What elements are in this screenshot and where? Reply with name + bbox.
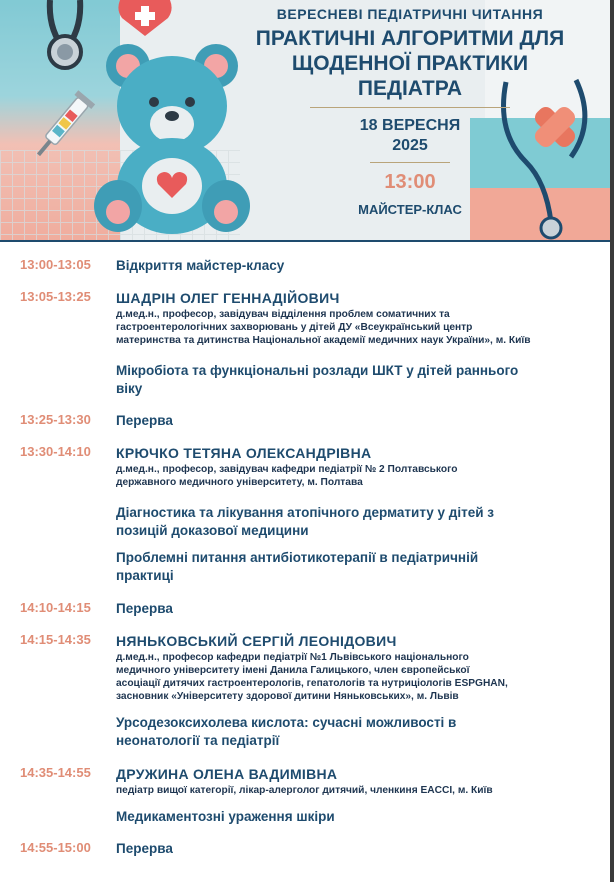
agenda-time: 14:10-14:15: [20, 600, 91, 615]
event-date: [220, 116, 600, 156]
stethoscope-icon: [30, 0, 100, 80]
event-date-day: 18 ВЕРЕСНЯ: [359, 117, 461, 134]
talk-topic: [116, 362, 598, 398]
affiliation-line: д.мед.н., професор кафедри педіатрії №1 Львівського національного: [116, 652, 469, 663]
talk-topic: [116, 504, 598, 540]
speaker-affiliation: [116, 308, 598, 347]
main-title: [220, 26, 600, 101]
topic-line: Медикаментозні ураження шкіри: [116, 809, 335, 824]
agenda-label: Відкриття майстер-класу: [116, 258, 285, 273]
agenda-label: Перерва: [116, 601, 173, 616]
speaker-affiliation: [116, 463, 598, 489]
topic-line: Проблемні питання антибіотикотерапії в педіатричній: [116, 550, 479, 565]
affiliation-line: асоціації дитячих гастроентерологів, гепатологів та нутриціологів ESPGHAN,: [116, 678, 508, 689]
speaker-name: ДРУЖИНА ОЛЕНА ВАДИМІВНА: [116, 766, 338, 782]
speaker-name: НЯНЬКОВСЬКИЙ СЕРГІЙ ЛЕОНІДОВИЧ: [116, 633, 397, 649]
main-title-line: ПРАКТИЧНІ АЛГОРИТМИ ДЛЯ: [255, 27, 565, 50]
affiliation-line: засновник «Університету здорової дитини Няньковських», м. Львів: [116, 691, 459, 702]
agenda-time: 14:55-15:00: [20, 840, 91, 855]
affiliation-line: педіатр вищої категорії, лікар-алерголог дитячий, членкиня EACCI, м. Київ: [116, 785, 493, 796]
header-banner: [0, 0, 612, 240]
header-title-block: [220, 6, 600, 217]
agenda-time: 13:00-13:05: [20, 257, 91, 272]
banner-divider: [0, 240, 612, 242]
agenda-time: 13:05-13:25: [20, 289, 91, 304]
topic-line: Діагностика та лікування атопічного дерматиту у дітей з: [116, 505, 494, 520]
speaker-affiliation: [116, 784, 598, 797]
speaker-name: ШАДРІН ОЛЕГ ГЕННАДІЙОВИЧ: [116, 290, 340, 306]
topic-line: Урсодезоксихолева кислота: сучасні можливості в: [116, 715, 457, 730]
event-time: 13:00: [384, 171, 436, 193]
talk-topic: [116, 714, 598, 750]
page-edge: [610, 0, 614, 882]
agenda-time: 14:15-14:35: [20, 632, 91, 647]
affiliation-line: гастроентерологічних захворювань у дітей ДУ «Всеукраїнський центр: [116, 322, 473, 333]
topic-line: позицій доказової медицини: [116, 523, 309, 538]
event-series-title: ВЕРЕСНЕВІ ПЕДІАТРИЧНІ ЧИТАННЯ: [276, 6, 544, 22]
topic-line: практиці: [116, 568, 174, 583]
main-title-line: ПЕДІАТРА: [357, 77, 463, 100]
talk-topic: [116, 808, 598, 826]
agenda-time: 13:25-13:30: [20, 412, 91, 427]
topic-line: Мікробіота та функціональні розлади ШКТ у дітей раннього: [116, 363, 519, 378]
agenda-label: Перерва: [116, 841, 173, 856]
affiliation-line: д.мед.н., професор, завідувач кафедри педіатрії № 2 Полтавського: [116, 464, 458, 475]
agenda-time: 13:30-14:10: [20, 444, 91, 459]
agenda-label: Перерва: [116, 413, 173, 428]
agenda-time: 14:35-14:55: [20, 765, 91, 780]
speaker-name: КРЮЧКО ТЕТЯНА ОЛЕКСАНДРІВНА: [116, 445, 372, 461]
event-date-year: 2025: [392, 137, 428, 154]
topic-line: віку: [116, 381, 143, 396]
event-format: МАЙСТЕР-КЛАС: [358, 202, 462, 217]
divider: [370, 162, 450, 163]
affiliation-line: медичного університету імені Данила Галицького, член європейської: [116, 665, 470, 676]
divider: [310, 107, 510, 108]
affiliation-line: материнства та дитинства Національної академії медичних наук України», м. Київ: [116, 335, 531, 346]
main-title-line: ЩОДЕННОЇ ПРАКТИКИ: [291, 52, 529, 75]
topic-line: неонатології та педіатрії: [116, 733, 280, 748]
speaker-affiliation: [116, 651, 598, 703]
affiliation-line: державного медичного університету, м. Полтава: [116, 477, 363, 488]
affiliation-line: д.мед.н., професор, завідувач відділення проблем соматичних та: [116, 309, 450, 320]
syringe-icon: [26, 88, 96, 168]
talk-topic: [116, 549, 598, 585]
